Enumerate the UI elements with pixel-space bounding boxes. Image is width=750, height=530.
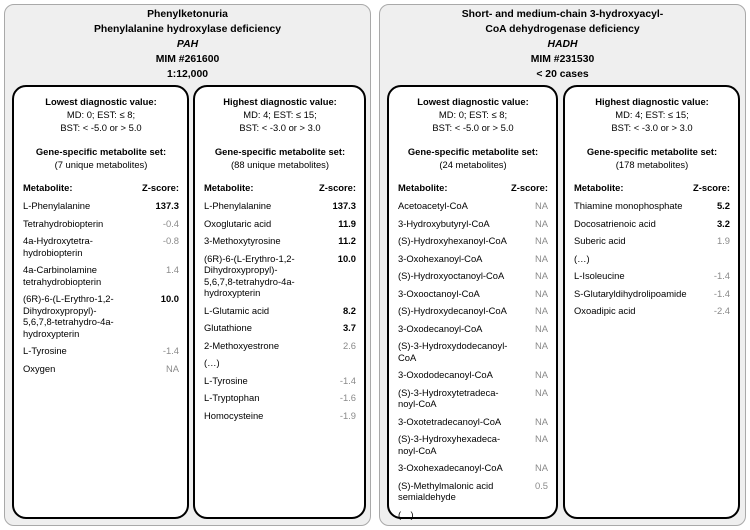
disease-header <box>380 7 745 82</box>
metabolite-name: (6R)-6-(L-Erythro-1,2- Dihydroxypropyl)- 5,6,7,8-tetrahydro-4a- hydroxypterin <box>23 293 114 339</box>
metabolite-zscore: -1.4 <box>162 345 179 357</box>
metabolite-name: 3-Oxodecanoyl-CoA <box>398 322 483 334</box>
metabolite-zscore: 2.6 <box>342 339 356 351</box>
enzyme-deficiency: CoA dehydrogenase deficiency <box>485 24 640 35</box>
metabolite-row <box>23 200 179 212</box>
metabolite-zscore: 137.3 <box>155 200 179 212</box>
metabolite-row <box>398 369 548 381</box>
set-title: Gene-specific metabolite set: <box>214 145 346 157</box>
metabolite-zscore: -2.4 <box>713 305 730 317</box>
criteria-title: Lowest diagnostic value: <box>417 96 529 107</box>
metabolite-name: (S)-Methylmalonic acid semialdehyde <box>398 479 494 503</box>
metabolite-row <box>398 462 548 474</box>
metabolite-name: Tetrahydrobiopterin <box>23 217 104 229</box>
metabolite-row <box>398 509 548 521</box>
criteria-line-1: MD: 4; EST: ≤ 15; <box>243 109 317 121</box>
metabolite-name: (6R)-6-(L-Erythro-1,2- Dihydroxypropyl)- 5,6,7,8-tetrahydro-4a- hydroxypterin <box>204 252 295 299</box>
metabolite-zscore: NA <box>534 322 548 334</box>
metabolite-zscore: 11.9 <box>338 217 356 229</box>
metabolite-row <box>204 392 356 404</box>
set-count: (178 metabolites) <box>615 158 689 170</box>
metabolite-name: L-Tyrosine <box>23 345 67 357</box>
metabolite-zscore: -1.4 <box>713 270 730 282</box>
metabolite-zscore: 1.4 <box>165 264 179 276</box>
metabolite-name: 3-Oxohexanoyl-CoA <box>398 252 483 264</box>
metabolite-name: (S)-3-Hydroxytetradeca- noyl-CoA <box>398 386 499 410</box>
table-header <box>398 181 548 194</box>
metabolite-name: L-Phenylalanine <box>204 200 272 212</box>
metabolite-list <box>574 200 730 317</box>
metabolite-zscore: -1.6 <box>339 392 356 404</box>
metabolite-name: L-Isoleucine <box>574 270 625 282</box>
lowest-value-panel <box>12 85 189 519</box>
metabolite-zscore: 10.0 <box>337 252 356 264</box>
metabolite-row <box>398 200 548 212</box>
metabolite-name: (S)-Hydroxyoctanoyl-CoA <box>398 270 505 282</box>
metabolite-column-header: Metabolite: <box>23 182 73 194</box>
criteria-line-2: BST: < -3.0 or > 3.0 <box>611 122 693 134</box>
metabolite-zscore: NA <box>534 433 548 445</box>
metabolite-row <box>574 288 730 300</box>
metabolite-zscore: NA <box>534 252 548 264</box>
metabolite-zscore: NA <box>534 462 548 474</box>
metabolite-list <box>23 200 179 374</box>
metabolite-name: Docosatrienoic acid <box>574 217 656 229</box>
metabolite-name: 3-Methoxytyrosine <box>204 235 281 247</box>
criteria-title: Lowest diagnostic value: <box>45 96 157 107</box>
table-header <box>23 181 179 194</box>
criteria-line-2: BST: < -5.0 or > 5.0 <box>432 122 514 134</box>
criteria-title: Highest diagnostic value: <box>595 96 709 107</box>
criteria-block <box>398 95 548 135</box>
set-count: (88 unique metabolites) <box>231 158 329 170</box>
criteria-block <box>574 95 730 135</box>
metabolite-list <box>204 200 356 421</box>
table-header <box>204 181 356 194</box>
metabolite-row <box>398 340 548 363</box>
metabolite-row <box>398 323 548 335</box>
metabolite-zscore: NA <box>534 287 548 299</box>
metabolite-name: 3-Oxooctanoyl-CoA <box>398 287 480 299</box>
disease-name: Short- and medium-chain 3-hydroxyacyl- <box>461 9 664 20</box>
highest-value-panel <box>563 85 740 519</box>
set-title: Gene-specific metabolite set: <box>35 145 167 157</box>
metabolite-row <box>23 293 179 339</box>
prevalence: 1:12,000 <box>166 69 209 80</box>
metabolite-name: 2-Methoxyestrone <box>204 339 280 351</box>
metabolite-row <box>23 363 179 375</box>
metabolite-row <box>398 270 548 282</box>
metabolite-row <box>23 264 179 287</box>
metabolite-row <box>23 345 179 357</box>
criteria-line-1: MD: 0; EST: ≤ 8; <box>438 109 508 121</box>
metabolite-column-header: Metabolite: <box>204 182 254 194</box>
metabolite-zscore: 0.5 <box>534 479 548 491</box>
gene-symbol: PAH <box>176 39 199 50</box>
metabolite-zscore: -0.8 <box>162 235 179 247</box>
criteria-line-2: BST: < -3.0 or > 3.0 <box>239 122 321 134</box>
gene-symbol: HADH <box>547 39 578 50</box>
metabolite-row <box>204 340 356 352</box>
metabolite-name: 4a-Hydroxytetra- hydrobiopterin <box>23 235 93 258</box>
metabolite-zscore: 137.3 <box>332 200 356 212</box>
metabolite-row <box>398 235 548 247</box>
metabolite-name: L-Phenylalanine <box>23 200 91 212</box>
lowest-value-panel <box>387 85 558 519</box>
metabolite-set-block <box>398 145 548 171</box>
metabolite-row <box>204 357 356 369</box>
metabolite-name: 3-Oxohexadecanoyl-CoA <box>398 462 503 474</box>
set-count: (7 unique metabolites) <box>54 158 148 170</box>
metabolite-zscore: NA <box>534 415 548 427</box>
metabolite-row <box>204 218 356 230</box>
metabolite-name: Suberic acid <box>574 235 626 247</box>
metabolite-row <box>204 305 356 317</box>
zscore-column-header: Z-score: <box>142 182 179 194</box>
metabolite-zscore: NA <box>534 235 548 247</box>
metabolite-name: 3-Oxododecanoyl-CoA <box>398 369 493 381</box>
metabolite-zscore: 3.7 <box>342 322 356 334</box>
disease-card-hadh <box>379 4 746 526</box>
metabolite-zscore: 3.2 <box>716 217 730 229</box>
metabolite-name: Acetoacetyl-CoA <box>398 200 468 212</box>
set-title: Gene-specific metabolite set: <box>586 145 718 157</box>
disease-header <box>5 7 370 82</box>
metabolite-name: (S)-3-Hydroxydodecanoyl- CoA <box>398 340 508 363</box>
metabolite-zscore: NA <box>165 362 179 374</box>
metabolite-name: Glutathione <box>204 322 252 334</box>
metabolite-column-header: Metabolite: <box>398 182 448 194</box>
metabolite-name: (…) <box>398 508 414 520</box>
metabolite-name: (…) <box>574 252 590 264</box>
metabolite-row <box>204 200 356 212</box>
metabolite-row <box>23 235 179 258</box>
metabolite-zscore: -1.9 <box>339 409 356 421</box>
metabolite-set-block <box>204 145 356 171</box>
metabolite-row <box>398 305 548 317</box>
disease-name: Phenylketonuria <box>147 9 228 20</box>
metabolite-zscore: -0.4 <box>162 217 179 229</box>
metabolite-zscore: 5.2 <box>716 200 730 212</box>
metabolite-name: L-Glutamic acid <box>204 304 270 316</box>
metabolite-column-header: Metabolite: <box>574 182 624 194</box>
table-header <box>574 181 730 194</box>
metabolite-zscore: NA <box>534 369 548 381</box>
metabolite-row <box>574 235 730 247</box>
metabolite-name: Homocysteine <box>204 409 264 421</box>
metabolite-name: (S)-3-Hydroxyhexadeca- noyl-CoA <box>398 433 501 456</box>
metabolite-row <box>574 253 730 265</box>
metabolite-name: L-Tryptophan <box>204 392 260 404</box>
metabolite-set-block <box>574 145 730 171</box>
metabolite-row <box>398 253 548 265</box>
metabolite-zscore: 10.0 <box>160 293 179 305</box>
metabolite-row <box>574 305 730 317</box>
metabolite-row <box>398 387 548 410</box>
metabolite-row <box>398 218 548 230</box>
metabolite-zscore: NA <box>534 386 548 398</box>
metabolite-zscore: 1.9 <box>716 235 730 247</box>
metabolite-zscore: NA <box>534 270 548 282</box>
criteria-title: Highest diagnostic value: <box>223 96 337 107</box>
metabolite-list <box>398 200 548 520</box>
disease-card-pku <box>4 4 371 526</box>
metabolite-row <box>204 235 356 247</box>
metabolite-zscore: -1.4 <box>713 287 730 299</box>
metabolite-name: Oxoadipic acid <box>574 305 636 317</box>
criteria-line-1: MD: 4; EST: ≤ 15; <box>615 109 689 121</box>
metabolite-name: L-Tyrosine <box>204 374 248 386</box>
metabolite-name: Thiamine monophosphate <box>574 200 683 212</box>
criteria-line-1: MD: 0; EST: ≤ 8; <box>66 109 136 121</box>
metabolite-zscore: -1.4 <box>339 374 356 386</box>
highest-value-panel <box>193 85 366 519</box>
metabolite-row <box>574 218 730 230</box>
metabolite-row <box>574 270 730 282</box>
metabolite-row <box>398 416 548 428</box>
metabolite-name: 3-Hydroxybutyryl-CoA <box>398 217 490 229</box>
metabolite-name: S-Glutaryldihydrolipoamide <box>574 287 687 299</box>
criteria-block <box>204 95 356 135</box>
metabolite-zscore: NA <box>534 200 548 212</box>
metabolite-row <box>23 218 179 230</box>
criteria-block <box>23 95 179 135</box>
metabolite-zscore: NA <box>534 305 548 317</box>
mim-number: MIM #231530 <box>530 54 595 65</box>
metabolite-name: (…) <box>204 357 220 369</box>
metabolite-row <box>204 375 356 387</box>
set-count: (24 metabolites) <box>439 158 507 170</box>
zscore-column-header: Z-score: <box>319 182 356 194</box>
criteria-line-2: BST: < -5.0 or > 5.0 <box>60 122 142 134</box>
zscore-column-header: Z-score: <box>693 182 730 194</box>
metabolite-name: 4a-Carbinolamine tetrahydrobiopterin <box>23 264 102 287</box>
metabolite-row <box>398 480 548 503</box>
metabolite-zscore: 8.2 <box>342 304 356 316</box>
metabolite-row <box>398 433 548 456</box>
set-title: Gene-specific metabolite set: <box>407 145 539 157</box>
metabolite-row <box>204 322 356 334</box>
metabolite-row <box>398 288 548 300</box>
prevalence: < 20 cases <box>536 69 589 80</box>
metabolite-name: (S)-Hydroxyhexanoyl-CoA <box>398 235 507 247</box>
metabolite-zscore: NA <box>534 340 548 352</box>
zscore-column-header: Z-score: <box>511 182 548 194</box>
metabolite-zscore: NA <box>534 217 548 229</box>
metabolite-name: Oxygen <box>23 362 56 374</box>
metabolite-row <box>204 253 356 299</box>
metabolite-name: (S)-Hydroxydecanoyl-CoA <box>398 305 507 317</box>
metabolite-row <box>574 200 730 212</box>
metabolite-name: Oxoglutaric acid <box>204 217 272 229</box>
metabolite-set-block <box>23 145 179 171</box>
metabolite-zscore: 11.2 <box>338 235 356 247</box>
enzyme-deficiency: Phenylalanine hydroxylase deficiency <box>93 24 282 35</box>
metabolite-name: 3-Oxotetradecanoyl-CoA <box>398 415 502 427</box>
metabolite-row <box>204 410 356 422</box>
mim-number: MIM #261600 <box>155 54 220 65</box>
